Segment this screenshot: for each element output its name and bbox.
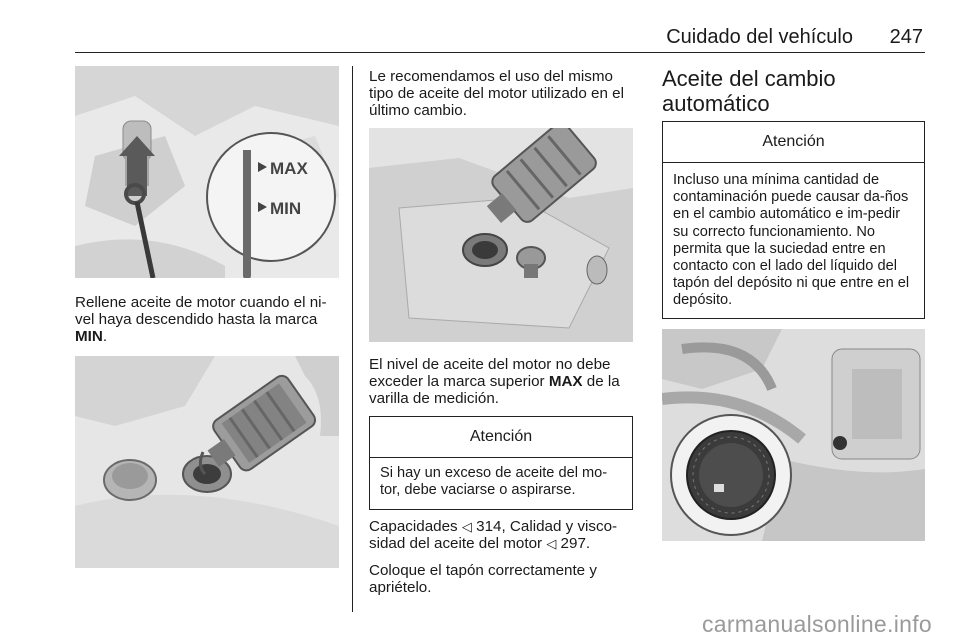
dipstick-illustration: [75, 66, 339, 278]
page-reference-icon: ◁: [461, 519, 472, 534]
page-title: Cuidado del vehículo: [666, 26, 853, 48]
watermark: carmanualsonline.info: [701, 611, 932, 637]
dipstick-min-label: MIN: [270, 199, 302, 218]
transmission-cap-illustration: [662, 329, 925, 541]
oil-filling-illustration: [75, 356, 339, 568]
page-reference-icon: ◁: [546, 536, 557, 551]
page-header: [75, 0, 925, 53]
page-number: 247: [889, 26, 923, 48]
oil-level-note: El nivel de aceite del motor no debe exceder la marca superior MAX de la varilla de medición.: [369, 356, 620, 407]
max-mark-text: MAX: [548, 373, 583, 390]
min-mark-text: MIN: [75, 328, 103, 345]
warning-body: Si hay un exceso de aceite del mo-tor, debe vaciarse o aspirarse.: [380, 465, 608, 499]
warning-box-contamination: [662, 121, 925, 319]
warning-title: Atención: [370, 417, 632, 458]
section-heading: Aceite del cambio automático: [662, 66, 836, 116]
tighten-cap-instruction: Coloque el tapón correctamente y apriételo.: [369, 562, 597, 596]
capacities-reference: Capacidades ◁ 314, Calidad y visco-sidad del aceite del motor ◁ 297.: [369, 518, 618, 552]
warning-title: Atención: [663, 122, 924, 163]
refill-instruction: Rellene aceite de motor cuando el ni-vel haya descendido hasta la marca MIN.: [75, 294, 327, 345]
warning-body: Incluso una mínima cantidad de contaminación puede causar da-ños en el cambio automático e im-pedir su correcto funcionamiento. No permita que la suciedad entre en contacto con el lado del líquido del tapón del depósito ni que entre en el depósito.: [673, 172, 910, 309]
dipstick-max-label: MAX: [270, 159, 308, 178]
warning-box-oil-excess: [369, 416, 633, 510]
oil-cap-illustration: [369, 128, 633, 342]
oil-type-recommendation: Le recomendamos el uso del mismo tipo de aceite del motor utilizado en el último cambio.: [369, 68, 624, 119]
column-divider: [352, 66, 353, 612]
